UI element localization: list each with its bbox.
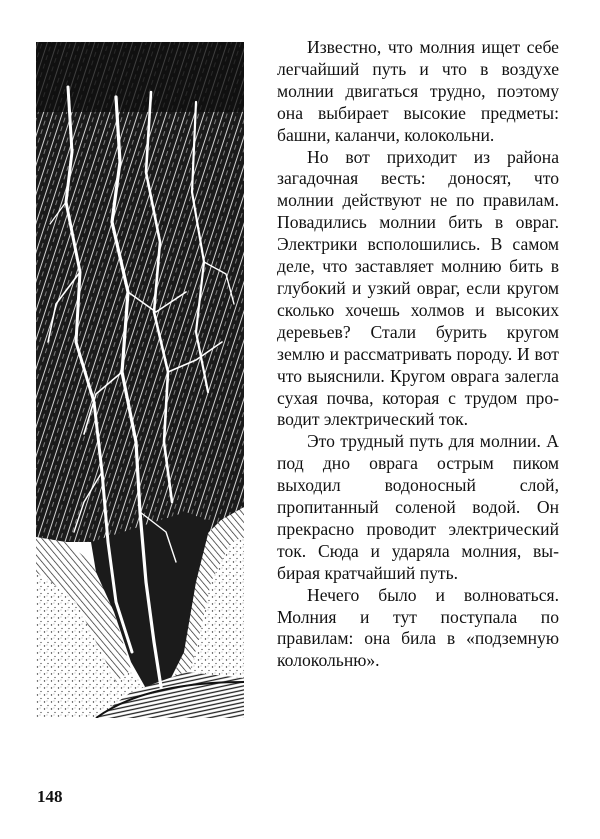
paragraph: Известно, что молния ищет себе легчайший путь и что в воздухе молнии двигаться трудно, поэтому она выбирает высокие предметы: башни, каланчи, колокольни. xyxy=(277,37,559,145)
article-text xyxy=(277,37,559,672)
paragraph: Это трудный путь для молнии. А под дно оврага острым пиком выходил водоносный слой, пропитанный соленой водой. Он прекрасно проводит электрический ток. Сюда и ударяла молния, выбирая кратчайший путь. xyxy=(277,431,559,583)
page-number: 148 xyxy=(37,787,63,806)
lightning-ravine-illustration xyxy=(36,42,244,718)
paragraph: Но вот приходит из района загадочная весть: доносят, что молнии действуют не по правилам. Повадились молнии бить в овраг. Электрики всполошились. В самом деле, что заставляет молнию бить в глубокий и узкий овраг, если кругом сколько хочешь холмов и высоких деревьев? Стали бурить кругом землю и рассматривать породу. И вот что выяснили. Кругом оврага залегла сухая почва, которая с трудом проводит электрический ток. xyxy=(277,146,559,430)
paragraph: Нечего было и волноваться. Молния и тут поступала по правилам: она била в «подземную колокольню». xyxy=(277,584,559,671)
